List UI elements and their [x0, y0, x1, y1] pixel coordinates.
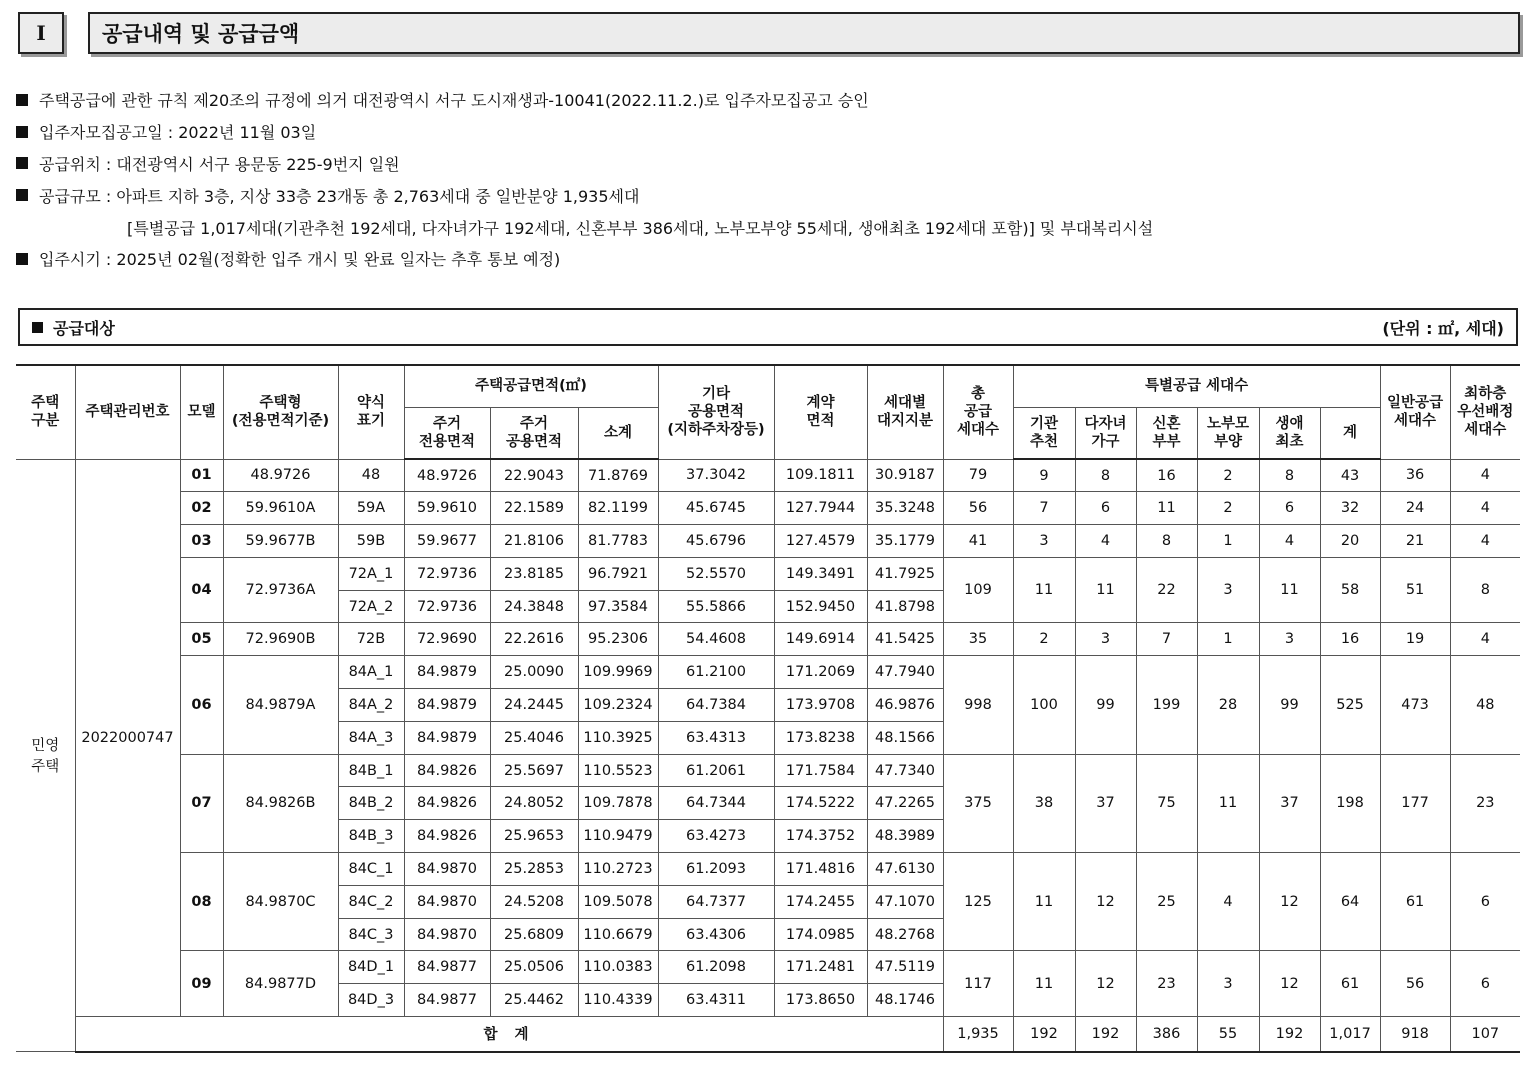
subtotal-cell: 110.0383 [578, 951, 658, 984]
contract-area-cell: 174.0985 [774, 918, 867, 951]
subtotal-cell: 110.9479 [578, 820, 658, 853]
land-share-cell: 47.6130 [867, 853, 943, 886]
abbreviation-cell: 84C_2 [338, 885, 404, 918]
abbreviation-cell: 84B_2 [338, 787, 404, 820]
supply-target-title: 공급대상 [53, 318, 115, 338]
total-units-cell: 109 [943, 557, 1013, 623]
other-common-area-cell: 64.7344 [658, 787, 774, 820]
header-elderly-support: 노부모 부양 [1197, 407, 1259, 459]
abbreviation-cell: 59A [338, 492, 404, 525]
exclusive-area-cell: 59.9610 [404, 492, 490, 525]
unit-label: (단위 : ㎡, 세대) [1382, 318, 1504, 338]
common-area-cell: 25.2853 [490, 853, 578, 886]
first-time-cell: 99 [1259, 656, 1320, 754]
contract-area-cell: 127.7944 [774, 492, 867, 525]
land-share-cell: 48.1566 [867, 721, 943, 754]
exclusive-area-cell: 59.9677 [404, 525, 490, 558]
abbreviation-cell: 84C_3 [338, 918, 404, 951]
newlywed-cell: 16 [1136, 459, 1197, 492]
model-cell: 01 [180, 459, 223, 492]
model-cell: 09 [180, 951, 223, 1017]
header-common-area: 주거 공용면적 [490, 407, 578, 459]
exclusive-area-cell: 84.9879 [404, 656, 490, 689]
total-units-cell: 125 [943, 853, 1013, 951]
header-other-common-area: 기타 공용면적 (지하주차장등) [658, 365, 774, 459]
subtotal-cell: 110.4339 [578, 984, 658, 1017]
special-sum-cell: 58 [1320, 557, 1380, 623]
total-special-sum-cell: 1,017 [1320, 1017, 1380, 1052]
header-general-supply: 일반공급 세대수 [1380, 365, 1450, 459]
common-area-cell: 25.4462 [490, 984, 578, 1017]
abbreviation-cell: 72A_1 [338, 557, 404, 590]
abbreviation-cell: 84A_2 [338, 689, 404, 722]
model-cell: 03 [180, 525, 223, 558]
square-bullet-icon [16, 94, 28, 106]
contract-area-cell: 174.3752 [774, 820, 867, 853]
general-cell: 177 [1380, 754, 1450, 852]
house-type-cell: 84.9826B [223, 754, 338, 852]
house-type-cell: 84.9877D [223, 951, 338, 1017]
abbreviation-cell: 48 [338, 459, 404, 492]
model-cell: 08 [180, 853, 223, 951]
first-time-cell: 37 [1259, 754, 1320, 852]
house-type-cell: 84.9879A [223, 656, 338, 754]
multi-child-cell: 11 [1075, 557, 1136, 623]
subtotal-cell: 110.2723 [578, 853, 658, 886]
exclusive-area-cell: 72.9736 [404, 590, 490, 623]
newlywed-cell: 199 [1136, 656, 1197, 754]
other-common-area-cell: 45.6745 [658, 492, 774, 525]
contract-area-cell: 152.9450 [774, 590, 867, 623]
agency-cell: 9 [1013, 459, 1075, 492]
other-common-area-cell: 64.7384 [658, 689, 774, 722]
elderly-cell: 28 [1197, 656, 1259, 754]
elderly-cell: 1 [1197, 525, 1259, 558]
multi-child-cell: 3 [1075, 623, 1136, 656]
newlywed-cell: 7 [1136, 623, 1197, 656]
multi-child-cell: 12 [1075, 853, 1136, 951]
house-type-cell: 72.9690B [223, 623, 338, 656]
exclusive-area-cell: 84.9870 [404, 885, 490, 918]
notice-item [16, 148, 1496, 180]
first-time-cell: 12 [1259, 951, 1320, 1017]
notice-text: 입주시기 : 2025년 02월(정확한 입주 개시 및 완료 일자는 추후 통보 예정) [39, 250, 561, 270]
agency-cell: 7 [1013, 492, 1075, 525]
general-cell: 21 [1380, 525, 1450, 558]
header-lowest-floor: 최하층 우선배정 세대수 [1450, 365, 1520, 459]
other-common-area-cell: 45.6796 [658, 525, 774, 558]
other-common-area-cell: 63.4313 [658, 721, 774, 754]
square-bullet-icon [16, 253, 28, 265]
model-cell: 06 [180, 656, 223, 754]
common-area-cell: 24.5208 [490, 885, 578, 918]
total-units-cell: 375 [943, 754, 1013, 852]
newlywed-cell: 75 [1136, 754, 1197, 852]
subtotal-cell: 97.3584 [578, 590, 658, 623]
newlywed-cell: 25 [1136, 853, 1197, 951]
contract-area-cell: 171.2069 [774, 656, 867, 689]
notice-text: 공급위치 : 대전광역시 서구 용문동 225-9번지 일원 [39, 154, 400, 174]
exclusive-area-cell: 84.9826 [404, 754, 490, 787]
newlywed-cell: 8 [1136, 525, 1197, 558]
abbreviation-cell: 72A_2 [338, 590, 404, 623]
agency-cell: 11 [1013, 951, 1075, 1017]
special-sum-cell: 43 [1320, 459, 1380, 492]
other-common-area-cell: 63.4306 [658, 918, 774, 951]
contract-area-cell: 174.5222 [774, 787, 867, 820]
header-multi-child: 다자녀 가구 [1075, 407, 1136, 459]
common-area-cell: 25.0090 [490, 656, 578, 689]
lowest-floor-cell: 8 [1450, 557, 1520, 623]
subtotal-cell: 110.3925 [578, 721, 658, 754]
mgmt-number-cell: 2022000747 [75, 459, 180, 1017]
total-units-cell: 117 [943, 951, 1013, 1017]
common-area-cell: 24.3848 [490, 590, 578, 623]
contract-area-cell: 173.8238 [774, 721, 867, 754]
subtotal-cell: 109.9969 [578, 656, 658, 689]
multi-child-cell: 4 [1075, 525, 1136, 558]
special-sum-cell: 64 [1320, 853, 1380, 951]
common-area-cell: 25.5697 [490, 754, 578, 787]
agency-cell: 3 [1013, 525, 1075, 558]
first-time-cell: 3 [1259, 623, 1320, 656]
total-label: 합 계 [75, 1017, 943, 1052]
header-exclusive-area: 주거 전용면적 [404, 407, 490, 459]
square-bullet-icon [16, 126, 28, 138]
notice-text: 공급규모 : 아파트 지하 3층, 지상 33층 23개동 총 2,763세대 중 일반분양 1,935세대 [39, 186, 640, 206]
exclusive-area-cell: 72.9690 [404, 623, 490, 656]
supply-table [16, 364, 1520, 1053]
land-share-cell: 48.3989 [867, 820, 943, 853]
general-cell: 24 [1380, 492, 1450, 525]
land-share-cell: 41.5425 [867, 623, 943, 656]
house-type-cell: 59.9677B [223, 525, 338, 558]
elderly-cell: 2 [1197, 459, 1259, 492]
special-sum-cell: 20 [1320, 525, 1380, 558]
total-general-cell: 918 [1380, 1017, 1450, 1052]
model-cell: 05 [180, 623, 223, 656]
subtotal-cell: 109.5078 [578, 885, 658, 918]
lowest-floor-cell: 4 [1450, 623, 1520, 656]
special-sum-cell: 16 [1320, 623, 1380, 656]
contract-area-cell: 127.4579 [774, 525, 867, 558]
exclusive-area-cell: 84.9879 [404, 689, 490, 722]
first-time-cell: 4 [1259, 525, 1320, 558]
elderly-cell: 3 [1197, 951, 1259, 1017]
contract-area-cell: 171.4816 [774, 853, 867, 886]
elderly-cell: 3 [1197, 557, 1259, 623]
common-area-cell: 24.8052 [490, 787, 578, 820]
subtotal-cell: 109.7878 [578, 787, 658, 820]
housing-category-cell: 민영 주택 [16, 459, 75, 1052]
total-newlywed-cell: 386 [1136, 1017, 1197, 1052]
other-common-area-cell: 64.7377 [658, 885, 774, 918]
abbreviation-cell: 59B [338, 525, 404, 558]
header-special-supply: 특별공급 세대수 [1013, 365, 1380, 407]
lowest-floor-cell: 4 [1450, 525, 1520, 558]
header-model: 모델 [180, 365, 223, 459]
land-share-cell: 46.9876 [867, 689, 943, 722]
common-area-cell: 22.1589 [490, 492, 578, 525]
lowest-floor-cell: 48 [1450, 656, 1520, 754]
land-share-cell: 35.3248 [867, 492, 943, 525]
subtotal-cell: 82.1199 [578, 492, 658, 525]
land-share-cell: 48.1746 [867, 984, 943, 1017]
general-cell: 473 [1380, 656, 1450, 754]
notice-item [16, 179, 1496, 211]
total-row [16, 1017, 1520, 1052]
section-title: 공급내역 및 공급금액 [88, 12, 1520, 54]
contract-area-cell: 171.2481 [774, 951, 867, 984]
header-supply-area: 주택공급면적(㎡) [404, 365, 658, 407]
elderly-cell: 2 [1197, 492, 1259, 525]
subtotal-cell: 109.2324 [578, 689, 658, 722]
table-row [16, 853, 1520, 886]
elderly-cell: 11 [1197, 754, 1259, 852]
table-row [16, 525, 1520, 558]
exclusive-area-cell: 72.9736 [404, 557, 490, 590]
total-elderly-cell: 55 [1197, 1017, 1259, 1052]
other-common-area-cell: 61.2093 [658, 853, 774, 886]
header-first-time: 생애 최초 [1259, 407, 1320, 459]
abbreviation-cell: 84B_3 [338, 820, 404, 853]
common-area-cell: 25.4046 [490, 721, 578, 754]
common-area-cell: 22.2616 [490, 623, 578, 656]
lowest-floor-cell: 6 [1450, 951, 1520, 1017]
special-sum-cell: 198 [1320, 754, 1380, 852]
other-common-area-cell: 52.5570 [658, 557, 774, 590]
house-type-cell: 84.9870C [223, 853, 338, 951]
land-share-cell: 47.7940 [867, 656, 943, 689]
contract-area-cell: 149.3491 [774, 557, 867, 590]
total-multi-child-cell: 192 [1075, 1017, 1136, 1052]
common-area-cell: 25.6809 [490, 918, 578, 951]
notice-item [16, 243, 1496, 275]
lowest-floor-cell: 4 [1450, 492, 1520, 525]
multi-child-cell: 99 [1075, 656, 1136, 754]
subtotal-cell: 96.7921 [578, 557, 658, 590]
multi-child-cell: 12 [1075, 951, 1136, 1017]
first-time-cell: 11 [1259, 557, 1320, 623]
first-time-cell: 6 [1259, 492, 1320, 525]
land-share-cell: 47.2265 [867, 787, 943, 820]
exclusive-area-cell: 48.9726 [404, 459, 490, 492]
abbreviation-cell: 84B_1 [338, 754, 404, 787]
notice-item-continued [16, 211, 1496, 243]
square-bullet-icon [16, 189, 28, 201]
subtotal-cell: 71.8769 [578, 459, 658, 492]
model-cell: 07 [180, 754, 223, 852]
exclusive-area-cell: 84.9870 [404, 853, 490, 886]
house-type-cell: 72.9736A [223, 557, 338, 623]
newlywed-cell: 22 [1136, 557, 1197, 623]
land-share-cell: 48.2768 [867, 918, 943, 951]
header-abbreviation: 약식 표기 [338, 365, 404, 459]
abbreviation-cell: 84C_1 [338, 853, 404, 886]
special-sum-cell: 32 [1320, 492, 1380, 525]
exclusive-area-cell: 84.9877 [404, 951, 490, 984]
special-sum-cell: 525 [1320, 656, 1380, 754]
other-common-area-cell: 55.5866 [658, 590, 774, 623]
table-row [16, 459, 1520, 492]
square-bullet-icon [16, 157, 28, 169]
total-units-cell: 998 [943, 656, 1013, 754]
land-share-cell: 41.8798 [867, 590, 943, 623]
notice-text: 입주자모집공고일 : 2022년 11월 03일 [39, 123, 317, 143]
multi-child-cell: 37 [1075, 754, 1136, 852]
general-cell: 36 [1380, 459, 1450, 492]
total-units-cell: 41 [943, 525, 1013, 558]
contract-area-cell: 173.9708 [774, 689, 867, 722]
common-area-cell: 25.0506 [490, 951, 578, 984]
header-housing-category: 주택 구분 [16, 365, 75, 459]
notice-text: [특별공급 1,017세대(기관추천 192세대, 다자녀가구 192세대, 신혼부부 386세대, 노부모부양 55세대, 생애최초 192세대 포함)] 및 부대복리시설 [127, 218, 1154, 238]
total-lowest-floor-cell: 107 [1450, 1017, 1520, 1052]
notice-item [16, 116, 1496, 148]
common-area-cell: 24.2445 [490, 689, 578, 722]
section-number: I [18, 12, 64, 54]
general-cell: 51 [1380, 557, 1450, 623]
notice-text: 주택공급에 관한 규칙 제20조의 규정에 의거 대전광역시 서구 도시재생과-10041(2022.11.2.)로 입주자모집공고 승인 [39, 91, 869, 111]
header-land-share: 세대별 대지지분 [867, 365, 943, 459]
exclusive-area-cell: 84.9879 [404, 721, 490, 754]
lowest-floor-cell: 6 [1450, 853, 1520, 951]
total-units-cell: 79 [943, 459, 1013, 492]
other-common-area-cell: 63.4311 [658, 984, 774, 1017]
elderly-cell: 4 [1197, 853, 1259, 951]
contract-area-cell: 149.6914 [774, 623, 867, 656]
other-common-area-cell: 61.2098 [658, 951, 774, 984]
total-units-cell: 35 [943, 623, 1013, 656]
common-area-cell: 22.9043 [490, 459, 578, 492]
common-area-cell: 21.8106 [490, 525, 578, 558]
table-row [16, 492, 1520, 525]
agency-cell: 38 [1013, 754, 1075, 852]
exclusive-area-cell: 84.9826 [404, 787, 490, 820]
square-bullet-icon [32, 322, 43, 333]
other-common-area-cell: 63.4273 [658, 820, 774, 853]
land-share-cell: 47.5119 [867, 951, 943, 984]
agency-cell: 100 [1013, 656, 1075, 754]
agency-cell: 11 [1013, 853, 1075, 951]
subtotal-cell: 81.7783 [578, 525, 658, 558]
subtotal-cell: 110.6679 [578, 918, 658, 951]
notice-list [16, 84, 1496, 275]
header-total-units: 총 공급 세대수 [943, 365, 1013, 459]
land-share-cell: 35.1779 [867, 525, 943, 558]
header-house-type: 주택형 (전용면적기준) [223, 365, 338, 459]
abbreviation-cell: 84D_3 [338, 984, 404, 1017]
other-common-area-cell: 61.2061 [658, 754, 774, 787]
header-contract-area: 계약 면적 [774, 365, 867, 459]
newlywed-cell: 23 [1136, 951, 1197, 1017]
land-share-cell: 47.7340 [867, 754, 943, 787]
general-cell: 19 [1380, 623, 1450, 656]
total-agency-cell: 192 [1013, 1017, 1075, 1052]
multi-child-cell: 8 [1075, 459, 1136, 492]
special-sum-cell: 61 [1320, 951, 1380, 1017]
contract-area-cell: 109.1811 [774, 459, 867, 492]
land-share-cell: 47.1070 [867, 885, 943, 918]
lowest-floor-cell: 4 [1450, 459, 1520, 492]
land-share-cell: 30.9187 [867, 459, 943, 492]
first-time-cell: 8 [1259, 459, 1320, 492]
common-area-cell: 23.8185 [490, 557, 578, 590]
lowest-floor-cell: 23 [1450, 754, 1520, 852]
abbreviation-cell: 84D_1 [338, 951, 404, 984]
table-row [16, 951, 1520, 984]
multi-child-cell: 6 [1075, 492, 1136, 525]
table-row [16, 623, 1520, 656]
contract-area-cell: 171.7584 [774, 754, 867, 787]
header-subtotal: 소계 [578, 407, 658, 459]
total-units-cell: 56 [943, 492, 1013, 525]
table-row [16, 656, 1520, 689]
exclusive-area-cell: 84.9826 [404, 820, 490, 853]
table-row [16, 754, 1520, 787]
subtotal-cell: 110.5523 [578, 754, 658, 787]
abbreviation-cell: 84A_3 [338, 721, 404, 754]
section-header [18, 12, 1520, 54]
exclusive-area-cell: 84.9870 [404, 918, 490, 951]
header-agency-recommend: 기관 추천 [1013, 407, 1075, 459]
general-cell: 61 [1380, 853, 1450, 951]
other-common-area-cell: 54.4608 [658, 623, 774, 656]
other-common-area-cell: 61.2100 [658, 656, 774, 689]
exclusive-area-cell: 84.9877 [404, 984, 490, 1017]
first-time-cell: 12 [1259, 853, 1320, 951]
model-cell: 04 [180, 557, 223, 623]
contract-area-cell: 173.8650 [774, 984, 867, 1017]
house-type-cell: 48.9726 [223, 459, 338, 492]
general-cell: 56 [1380, 951, 1450, 1017]
header-mgmt-number: 주택관리번호 [75, 365, 180, 459]
abbreviation-cell: 84A_1 [338, 656, 404, 689]
model-cell: 02 [180, 492, 223, 525]
other-common-area-cell: 37.3042 [658, 459, 774, 492]
abbreviation-cell: 72B [338, 623, 404, 656]
total-first-time-cell: 192 [1259, 1017, 1320, 1052]
supply-target-bar [18, 308, 1518, 346]
elderly-cell: 1 [1197, 623, 1259, 656]
land-share-cell: 41.7925 [867, 557, 943, 590]
notice-item [16, 84, 1496, 116]
common-area-cell: 25.9653 [490, 820, 578, 853]
newlywed-cell: 11 [1136, 492, 1197, 525]
agency-cell: 2 [1013, 623, 1075, 656]
contract-area-cell: 174.2455 [774, 885, 867, 918]
subtotal-cell: 95.2306 [578, 623, 658, 656]
header-special-sum: 계 [1320, 407, 1380, 459]
header-newlywed: 신혼 부부 [1136, 407, 1197, 459]
total-total-units-cell: 1,935 [943, 1017, 1013, 1052]
table-row [16, 557, 1520, 590]
agency-cell: 11 [1013, 557, 1075, 623]
house-type-cell: 59.9610A [223, 492, 338, 525]
